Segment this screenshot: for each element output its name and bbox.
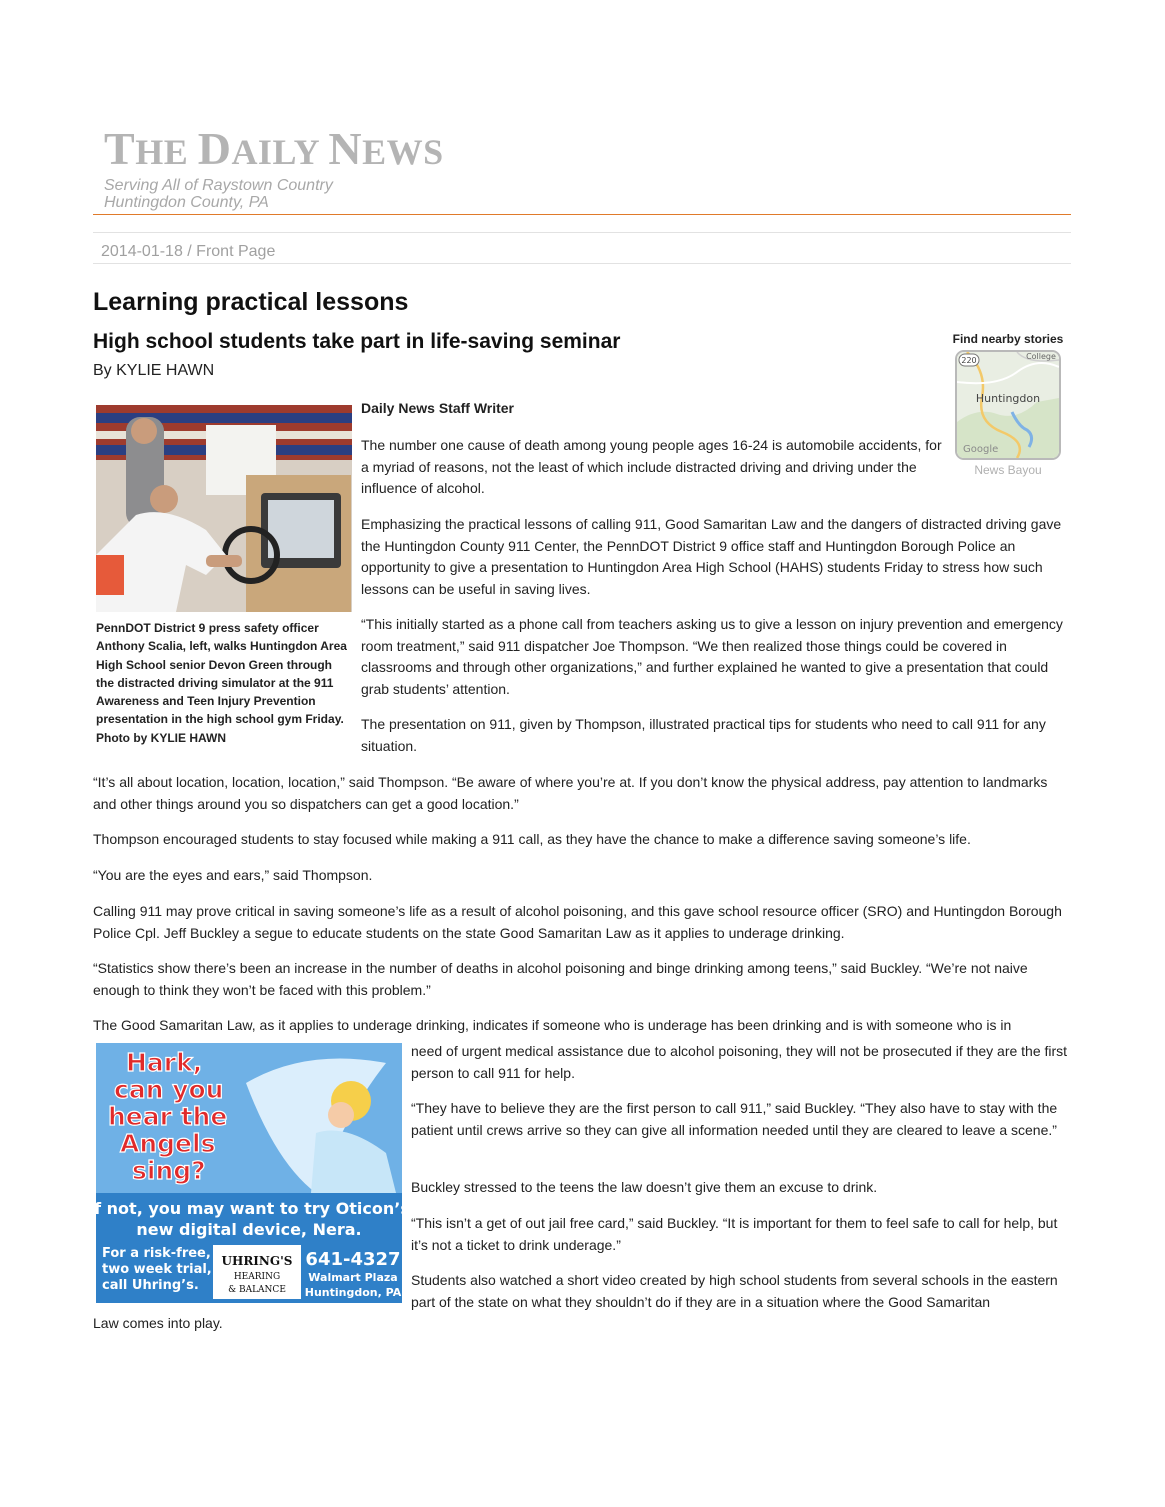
staff-line: Daily News Staff Writer	[361, 400, 515, 416]
nearby-stories-widget	[943, 332, 1073, 477]
article-paragraph: The number one cause of death among young people ages 16-24 is automobile accidents, for a myriad of reasons, not the least of which include distracted driving and driving under the influence of alcohol.	[361, 437, 942, 496]
article-paragraph: The Good Samaritan Law, as it applies to underage drinking, indicates if someone who is underage has been drinking and is with someone who is in	[93, 1017, 1012, 1033]
photo-caption: PennDOT District 9 press safety officer Anthony Scalia, left, walks Huntingdon Area High School senior Devon Green through the distracted driving simulator at the 911 Awareness and Teen Injury Prevention presentation in the high school gym Friday. Photo by KYLIE HAWN	[96, 621, 347, 745]
ad-phone: 641-4327	[305, 1249, 401, 1270]
article-paragraph: “You are the eyes and ears,” said Thompson.	[93, 867, 373, 883]
ad-headline-line: sing?	[132, 1156, 206, 1185]
nearby-stories-title: Find nearby stories	[952, 332, 1064, 346]
map-google-label: Google	[963, 444, 999, 455]
article-paragraph: Students also watched a short video created by high school students from several schools in the eastern part of the state on what they shouldn’t do if they are in a situation where the Good Samaritan	[411, 1272, 1058, 1310]
map-route-label: 220	[961, 356, 977, 365]
ad-headline-line: Hark,	[126, 1048, 203, 1077]
hearing-aid-advertisement[interactable]	[96, 1043, 402, 1303]
ad-headline-line: hear the	[108, 1102, 228, 1131]
ad-logo-sub: & BALANCE	[228, 1285, 286, 1295]
article-paragraph: “This initially started as a phone call from teachers asking us to give a lesson on injury prevention and emergency room treatment,” said 911 dispatcher Joe Thompson. “We then realized those things could be covered in classrooms and through other organizations,” and further explained he wanted to give a presentation that could grab students’ attention.	[361, 616, 1063, 697]
article-subhead: High school students take part in life-saving seminar	[93, 330, 621, 353]
ad-trial-line: call Uhring’s.	[102, 1278, 199, 1293]
ad-body-line: If not, you may want to try Oticon’s	[96, 1199, 402, 1218]
article-paragraph: “Statistics show there’s been an increase in the number of deaths in alcohol poisoning and binge drinking among teens,” said Buckley. “We’re not naive enough to think they won’t be faced with this problem.”	[93, 960, 1028, 998]
tagline-line-2: Huntingdon County, PA	[104, 194, 269, 211]
map-credit-link[interactable]: News Bayou	[974, 463, 1042, 477]
map-top-label: College	[1026, 352, 1056, 361]
article-photo	[96, 405, 352, 612]
article-paragraph: “It’s all about location, location, location,” said Thompson. “Be aware of where you’re at. If you don’t know the physical address, pay attention to landmarks and other things around you so dispatchers can get a good location.”	[93, 774, 1048, 812]
ad-body-line: new digital device, Nera.	[136, 1220, 362, 1239]
article-paragraph: “This isn’t a get of out jail free card,” said Buckley. “It is important for them to feel safe to call for help, but it’s not a ticket to drink underage.”	[411, 1215, 1058, 1253]
dateline-bottom-divider	[93, 263, 1071, 264]
article-paragraph: Buckley stressed to the teens the law doesn’t give them an excuse to drink.	[411, 1179, 878, 1195]
masthead-divider	[93, 214, 1071, 215]
ad-logo-name: UHRING'S	[221, 1254, 293, 1268]
ad-logo-sub: HEARING	[233, 1272, 281, 1282]
tagline-line-1: Serving All of Raystown Country	[104, 177, 333, 194]
driving-simulator-photo	[96, 405, 352, 612]
article-paragraph: Thompson encouraged students to stay focused while making a 911 call, as they have the chance to make a difference saving someone’s life.	[93, 831, 971, 847]
article-headline: Learning practical lessons	[93, 288, 409, 316]
ad-location: Huntingdon, PA	[304, 1286, 402, 1299]
ad-location: Walmart Plaza	[308, 1271, 398, 1284]
byline: By KYLIE HAWN	[93, 362, 215, 379]
ad-headline-line: Angels	[120, 1129, 216, 1158]
ad-trial-line: two week trial,	[102, 1262, 212, 1277]
article-paragraph: “They have to believe they are the first person to call 911,” said Buckley. “They also have to stay with the patient until crews arrive so they can give all information needed until they are cleared to leave a scene.”	[411, 1100, 1058, 1138]
article-paragraph: Calling 911 may prove critical in saving someone’s life as a result of alcohol poisoning, and this gave school resource officer (SRO) and Huntingdon Borough Police Cpl. Jeff Buckley a segue to educate students on the state Good Samaritan Law as it applies to underage drinking.	[93, 903, 1062, 941]
ad-trial-line: For a risk-free,	[102, 1246, 211, 1261]
dateline: 2014-01-18 / Front Page	[101, 243, 276, 260]
newspaper-logo[interactable]: THE DAILY NEWS	[104, 123, 444, 174]
masthead	[104, 124, 444, 211]
dateline-top-divider	[93, 232, 1071, 233]
article-paragraph: Emphasizing the practical lessons of calling 911, Good Samaritan Law and the dangers of distracted driving gave the Huntingdon County 911 Center, the PennDOT District 9 office staff and Huntingdon Borough Police an opportunity to give a presentation to Huntingdon Area High School (HAHS) students Friday to stress how such lessons can be useful in saving lives.	[361, 516, 1062, 597]
ad-graphic	[96, 1043, 402, 1303]
map-graphic	[957, 352, 1059, 458]
map-town-label: Huntingdon	[975, 392, 1041, 405]
article-paragraph: The presentation on 911, given by Thompson, illustrated practical tips for students who need to call 911 for any situation.	[361, 716, 1046, 754]
article-paragraph: need of urgent medical assistance due to alcohol poisoning, they will not be prosecuted if they are the first person to call 911 for help.	[411, 1043, 1068, 1081]
article-paragraph: Law comes into play.	[93, 1315, 223, 1331]
nearby-map[interactable]	[955, 350, 1061, 460]
ad-headline-line: can you	[114, 1075, 224, 1104]
